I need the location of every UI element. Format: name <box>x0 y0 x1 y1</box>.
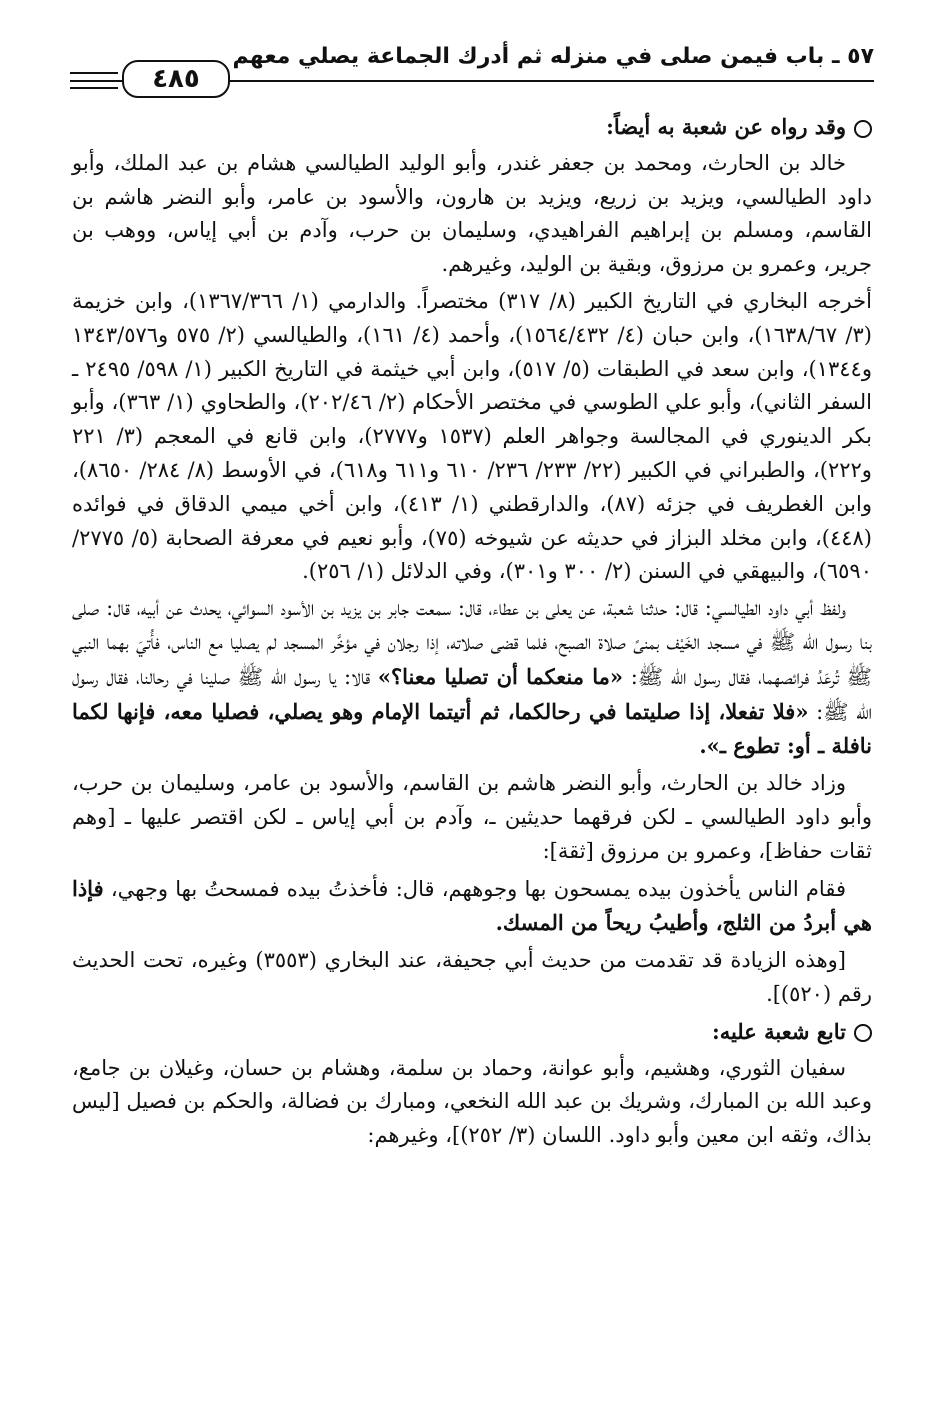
note-paragraph: [وهذه الزيادة قد تقدمت من حديث أبي جحيفة، عند البخاري (٣٥٥٣) وغيره، تحت الحديث رقم (٥٢٠)]. <box>72 948 872 1006</box>
prophetic-quote: «ما منعكما أن تصليا معنا؟» <box>377 663 624 689</box>
addition-paragraph: وزاد خالد بن الحارث، وأبو النضر هاشم بن القاسم، والأسود بن عامر، وسليمان بن حرب، وأبو داود الطيالسي ـ لكن فرقهما حديثين ـ، وآدم بن أبي إياس ـ لكن اقتصر عليها ـ [وهم ثقات حفاظ]، وعمرو بن مرزوق [ثقة]: <box>72 771 872 863</box>
section-bullet-line <box>72 1015 872 1049</box>
page-body <box>72 110 872 1385</box>
hadith-text-paragraph <box>72 592 872 764</box>
section-bullet-line <box>72 110 872 144</box>
highlighted-text: فإذا هي أبردُ من الثلج، وأطيبُ ريحاً من المسك. <box>72 875 872 936</box>
prophetic-quote: «فلا تفعلا، إذا صليتما في رحالكما، ثم أتيتما الإمام وهو يصلي، فصليا معه، فإنها لكما نافلة ـ أو: تطوع ـ». <box>72 698 872 759</box>
running-title: ٥٧ ـ باب فيمن صلى في منزله ثم أدرك الجماعة يصلي معهم <box>232 44 874 69</box>
circle-bullet-icon <box>854 1024 872 1042</box>
followers-paragraph: سفيان الثوري، وهشيم، وأبو عوانة، وحماد بن سلمة، وهشام بن حسان، وغيلان بن جامع، وعبد الله بن المبارك، وشريك بن عبد الله النخعي، ومبارك بن فضالة، والحكم بن فصيل [ليس بذاك، وثقه ابن معين وأبو داود. اللسان (٣/ ٢٥٢)]، وغيرهم: <box>72 1055 872 1148</box>
narrators-paragraph: خالد بن الحارث، ومحمد بن جعفر غندر، وأبو الوليد الطيالسي هشام بن عبد الملك، وأبو داود الطيالسي، ويزيد بن زريع، ويزيد بن هارون، والأسود بن عامر، وأبو النضر هاشم بن القاسم، ومسلم بن إبراهيم الفراهيدي، وسليمان بن حرب، وآدم بن أبي إياس، ووهب بن جرير، وعمرو بن مرزوق، وبقية بن الوليد، وغيرهم. <box>72 150 872 277</box>
page-number: ٤٨٥ <box>122 60 230 98</box>
paragraph-text: قالا: يا رسول الله ﷺ صلينا في رحالنا، فقال رسول الله ﷺ: <box>72 664 872 724</box>
paragraph-text: تابع شعبة عليه: <box>711 1018 846 1044</box>
header-ornament-line <box>70 87 118 89</box>
circle-bullet-icon <box>854 120 872 138</box>
page-header <box>70 42 874 94</box>
paragraph-text: فقام الناس يأخذون بيده يمسحون بها وجوههم، قال: فأخذتُ بيده فمسحتُ بها وجهي، <box>103 876 846 901</box>
header-ornament-line <box>70 72 118 74</box>
addition-text-paragraph <box>72 872 872 942</box>
takhrij-paragraph: أخرجه البخاري في التاريخ الكبير (٨/ ٣١٧) مختصراً. والدارمي (١/ ١٣٦٧/٣٦٦)، وابن خزيمة (٣/ ١٦٣٨/٦٧)، وابن حبان (٤/ ١٥٦٤/٤٣٢)، وأحمد (٤/ ١٦١)، والطيالسي (٢/ ٥٧٥ و١٣٤٣/٥٧٦ و١٣٤٤)، وابن سعد في الطبقات (٥/ ٥١٧)، وابن أبي خيثمة في التاريخ الكبير (١/ ٥٩٨/ ٢٤٩٥ ـ السفر الثاني)، وأبو علي الطوسي في مختصر الأحكام (٢/ ٢٠٢/٤٦)، والطحاوي (١/ ٣٦٣)، وأبو بكر الدينوري في المجالسة وجواهر العلم (١٥٣٧ و٢٧٧٧)، وابن قانع في المعجم (٣/ ٢٢١ و٢٢٢)، والطبراني في الكبير (٢٢/ ٢٣٣/ ٢٣٦/ ٦١٠ و٦١١ و٦١٨)، في الأوسط (٨/ ٢٨٤/ ٨٦٥٠)، وابن الغطريف في جزئه (٨٧)، والدارقطني (١/ ٤١٣)، وابن أخي ميمي الدقاق في فوائده (٤٤٨)، وابن مخلد البزاز في حديثه عن شيوخه (٧٥)، وأبو نعيم في معرفة الصحابة (٥/ ٢٧٧٥/ ٦٥٩٠)، والبيهقي في السنن (٢/ ٣٠٠ و٣٠١)، وفي الدلائل (١/ ٢٥٦). <box>72 288 872 584</box>
paragraph-text: وقد رواه عن شعبة به أيضاً: <box>606 114 846 139</box>
paragraph-text: ولفظ أبي داود الطيالسي: قال: حدثنا شعبة، عن يعلى بن عطاء، قال: سمعت جابر بن يزيد بن الأسود السوائي، يحدث عن أبيه، قال: صلى بنا رسول الله ﷺ في مسجد الخَيْف بمنىً صلاة الصبح، فلما قضى صلاته، إذا رجلان في مؤخَّر المسجد لم يصليا مع الناس، فأُتيَ بهما النبي ﷺ تُرعَدُ فرائصهما، فقال رسول الله ﷺ: <box>72 596 872 689</box>
